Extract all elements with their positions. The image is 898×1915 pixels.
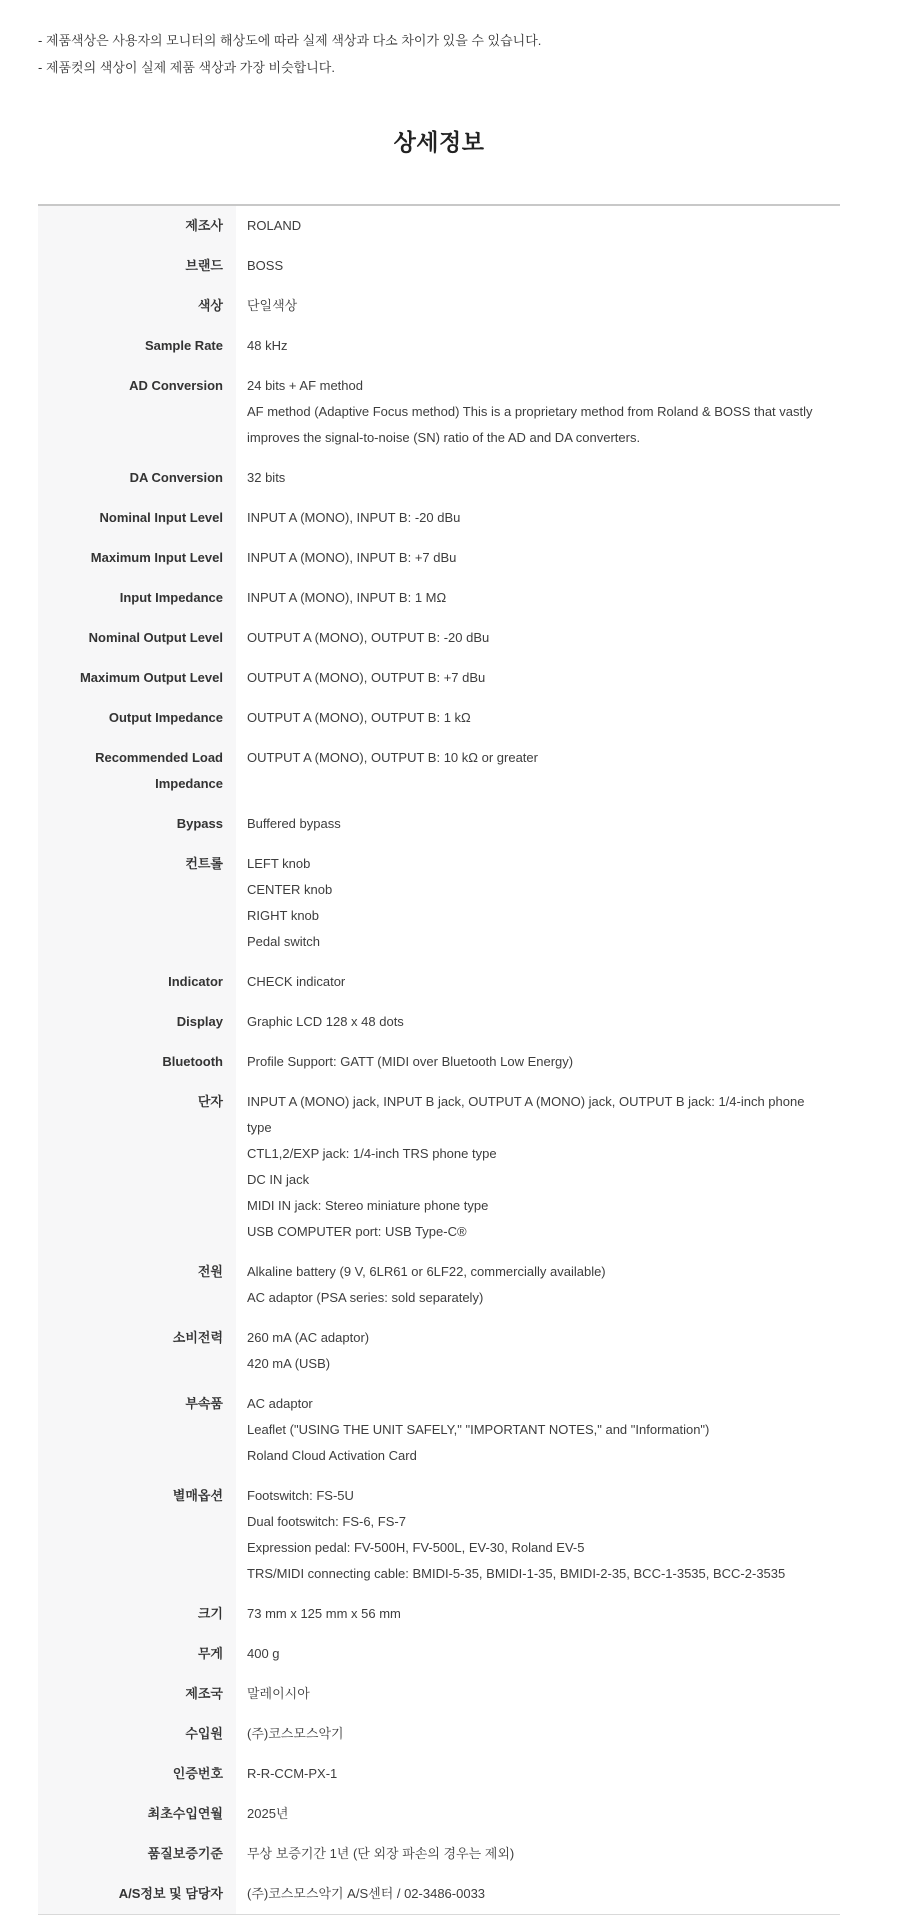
spec-value-line: 단일색상 — [247, 298, 298, 313]
spec-value-line: R-R-CCM-PX-1 — [247, 1766, 338, 1781]
spec-label: 컨트롤 — [38, 844, 236, 962]
spec-value — [236, 1714, 840, 1754]
spec-value — [236, 804, 840, 844]
spec-row — [38, 498, 840, 538]
spec-value-line: (주)코스모스악기 A/S센터 / 02-3486-0033 — [247, 1886, 486, 1901]
spec-value — [236, 458, 840, 498]
spec-value — [236, 1384, 840, 1476]
spec-label: 제조사 — [38, 206, 236, 246]
spec-value-line: OUTPUT A (MONO), OUTPUT B: +7 dBu — [247, 670, 486, 685]
spec-value — [236, 246, 840, 286]
spec-row — [38, 698, 840, 738]
spec-row — [38, 844, 840, 962]
spec-row — [38, 1794, 840, 1834]
spec-value-line: TRS/MIDI connecting cable: BMIDI-5-35, BMIDI-1-35, BMIDI-2-35, BCC-1-3535, BCC-2-3535 — [247, 1566, 786, 1581]
spec-value-line: 260 mA (AC adaptor) — [247, 1330, 370, 1345]
spec-label: Bluetooth — [38, 1042, 236, 1082]
spec-value — [236, 1476, 840, 1594]
spec-row — [38, 326, 840, 366]
spec-row — [38, 1874, 840, 1914]
spec-value-line: Dual footswitch: FS-6, FS-7 — [247, 1514, 406, 1529]
spec-value-line: OUTPUT A (MONO), OUTPUT B: -20 dBu — [247, 630, 490, 645]
spec-value-line: LEFT knob — [247, 856, 311, 871]
spec-row — [38, 1318, 840, 1384]
note-line: - 제품컷의 색상이 실제 제품 색상과 가장 비슷합니다. — [38, 60, 335, 75]
spec-row — [38, 206, 840, 246]
spec-label: Bypass — [38, 804, 236, 844]
spec-label: 소비전력 — [38, 1318, 236, 1384]
spec-value — [236, 738, 840, 804]
spec-label: 무게 — [38, 1634, 236, 1674]
spec-value — [236, 326, 840, 366]
section-title: 상세정보 — [393, 129, 485, 155]
spec-label: 단자 — [38, 1082, 236, 1252]
spec-value-line: ROLAND — [247, 218, 302, 233]
spec-label: Recommended Load Impedance — [38, 738, 236, 804]
spec-row — [38, 1252, 840, 1318]
spec-value-line: INPUT A (MONO) jack, INPUT B jack, OUTPUT A (MONO) jack, OUTPUT B jack: 1/4-inch phone type — [247, 1094, 805, 1135]
spec-value-line: 24 bits + AF method — [247, 378, 363, 393]
spec-value-line: CHECK indicator — [247, 974, 346, 989]
spec-value-line: Profile Support: GATT (MIDI over Bluetooth Low Energy) — [247, 1054, 574, 1069]
product-notes — [38, 0, 840, 81]
spec-row — [38, 458, 840, 498]
spec-value — [236, 1252, 840, 1318]
spec-row — [38, 366, 840, 458]
spec-value — [236, 1634, 840, 1674]
spec-row — [38, 804, 840, 844]
spec-value — [236, 498, 840, 538]
spec-value-line: Buffered bypass — [247, 816, 341, 831]
spec-value — [236, 366, 840, 458]
spec-row — [38, 1634, 840, 1674]
spec-value — [236, 206, 840, 246]
spec-value — [236, 1874, 840, 1914]
spec-row — [38, 1082, 840, 1252]
spec-value-line: INPUT A (MONO), INPUT B: 1 MΩ — [247, 590, 447, 605]
spec-value-line: 32 bits — [247, 470, 286, 485]
spec-row — [38, 286, 840, 326]
spec-value — [236, 698, 840, 738]
spec-value-line: OUTPUT A (MONO), OUTPUT B: 1 kΩ — [247, 710, 471, 725]
spec-value-line: OUTPUT A (MONO), OUTPUT B: 10 kΩ or greater — [247, 750, 538, 765]
spec-label: 브랜드 — [38, 246, 236, 286]
spec-value — [236, 1754, 840, 1794]
spec-label: AD Conversion — [38, 366, 236, 458]
spec-value-line: Expression pedal: FV-500H, FV-500L, EV-30, Roland EV-5 — [247, 1540, 585, 1555]
spec-row — [38, 618, 840, 658]
spec-value-line: AC adaptor (PSA series: sold separately) — [247, 1290, 484, 1305]
spec-value — [236, 1042, 840, 1082]
spec-value — [236, 658, 840, 698]
spec-label: Input Impedance — [38, 578, 236, 618]
spec-value — [236, 578, 840, 618]
spec-value — [236, 1594, 840, 1634]
spec-row — [38, 658, 840, 698]
spec-label: 크기 — [38, 1594, 236, 1634]
spec-value-line: Pedal switch — [247, 934, 320, 949]
spec-value-line: 2025년 — [247, 1806, 289, 1821]
spec-label: Display — [38, 1002, 236, 1042]
spec-value-line: (주)코스모스악기 — [247, 1726, 344, 1741]
spec-label: 부속품 — [38, 1384, 236, 1476]
spec-value — [236, 1794, 840, 1834]
spec-value-line: RIGHT knob — [247, 908, 320, 923]
spec-row — [38, 1594, 840, 1634]
spec-row — [38, 962, 840, 1002]
spec-value-line: DC IN jack — [247, 1172, 310, 1187]
spec-label: 제조국 — [38, 1674, 236, 1714]
spec-label: A/S정보 및 담당자 — [38, 1874, 236, 1914]
spec-label: Sample Rate — [38, 326, 236, 366]
spec-row — [38, 1384, 840, 1476]
spec-value-line: Alkaline battery (9 V, 6LR61 or 6LF22, commercially available) — [247, 1264, 606, 1279]
spec-row — [38, 246, 840, 286]
spec-value — [236, 1002, 840, 1042]
spec-label: Indicator — [38, 962, 236, 1002]
product-detail-section — [38, 0, 840, 1915]
spec-label: Nominal Output Level — [38, 618, 236, 658]
spec-label: 색상 — [38, 286, 236, 326]
spec-value-line: AF method (Adaptive Focus method) This is a proprietary method from Roland & BOSS that vastly improves the signal-to-noise (SN) ratio of the AD and DA converters. — [247, 404, 813, 445]
spec-value — [236, 962, 840, 1002]
spec-value-line: Roland Cloud Activation Card — [247, 1448, 417, 1463]
spec-row — [38, 1476, 840, 1594]
note-line: - 제품색상은 사용자의 모니터의 해상도에 따라 실제 색상과 다소 차이가 있을 수 있습니다. — [38, 33, 542, 48]
spec-row — [38, 1002, 840, 1042]
spec-label: 최초수입연월 — [38, 1794, 236, 1834]
spec-label: 품질보증기준 — [38, 1834, 236, 1874]
spec-label: DA Conversion — [38, 458, 236, 498]
spec-row — [38, 578, 840, 618]
spec-label: 별매옵션 — [38, 1476, 236, 1594]
spec-value — [236, 286, 840, 326]
spec-value — [236, 618, 840, 658]
spec-value-line: USB COMPUTER port: USB Type-C® — [247, 1224, 467, 1239]
spec-table — [38, 204, 840, 1915]
spec-value-line: AC adaptor — [247, 1396, 313, 1411]
spec-label: Maximum Output Level — [38, 658, 236, 698]
spec-value-line: 무상 보증기간 1년 (단 외장 파손의 경우는 제외) — [247, 1846, 515, 1861]
spec-row — [38, 1042, 840, 1082]
spec-row — [38, 1714, 840, 1754]
spec-row — [38, 738, 840, 804]
spec-row — [38, 1834, 840, 1874]
spec-row — [38, 1754, 840, 1794]
spec-label: 인증번호 — [38, 1754, 236, 1794]
spec-value-line: Leaflet ("USING THE UNIT SAFELY," "IMPORTANT NOTES," and "Information") — [247, 1422, 710, 1437]
spec-label: 전원 — [38, 1252, 236, 1318]
spec-value-line: MIDI IN jack: Stereo miniature phone type — [247, 1198, 489, 1213]
spec-label: Nominal Input Level — [38, 498, 236, 538]
spec-row — [38, 1674, 840, 1714]
spec-label: Output Impedance — [38, 698, 236, 738]
spec-value-line: INPUT A (MONO), INPUT B: +7 dBu — [247, 550, 457, 565]
spec-value-line: 말레이시아 — [247, 1686, 310, 1701]
spec-value-line: 400 g — [247, 1646, 280, 1661]
spec-value — [236, 1082, 840, 1252]
spec-value — [236, 1834, 840, 1874]
spec-label: Maximum Input Level — [38, 538, 236, 578]
spec-value-line: Graphic LCD 128 x 48 dots — [247, 1014, 404, 1029]
spec-value-line: INPUT A (MONO), INPUT B: -20 dBu — [247, 510, 461, 525]
spec-value-line: CENTER knob — [247, 882, 333, 897]
spec-value — [236, 1674, 840, 1714]
spec-value-line: 73 mm x 125 mm x 56 mm — [247, 1606, 401, 1621]
spec-value-line: BOSS — [247, 258, 284, 273]
spec-value-line: CTL1,2/EXP jack: 1/4-inch TRS phone type — [247, 1146, 497, 1161]
spec-value — [236, 1318, 840, 1384]
spec-label: 수입원 — [38, 1714, 236, 1754]
spec-value-line: 48 kHz — [247, 338, 288, 353]
spec-row — [38, 538, 840, 578]
spec-value-line: 420 mA (USB) — [247, 1356, 331, 1371]
spec-value — [236, 844, 840, 962]
spec-value-line: Footswitch: FS-5U — [247, 1488, 354, 1503]
spec-value — [236, 538, 840, 578]
